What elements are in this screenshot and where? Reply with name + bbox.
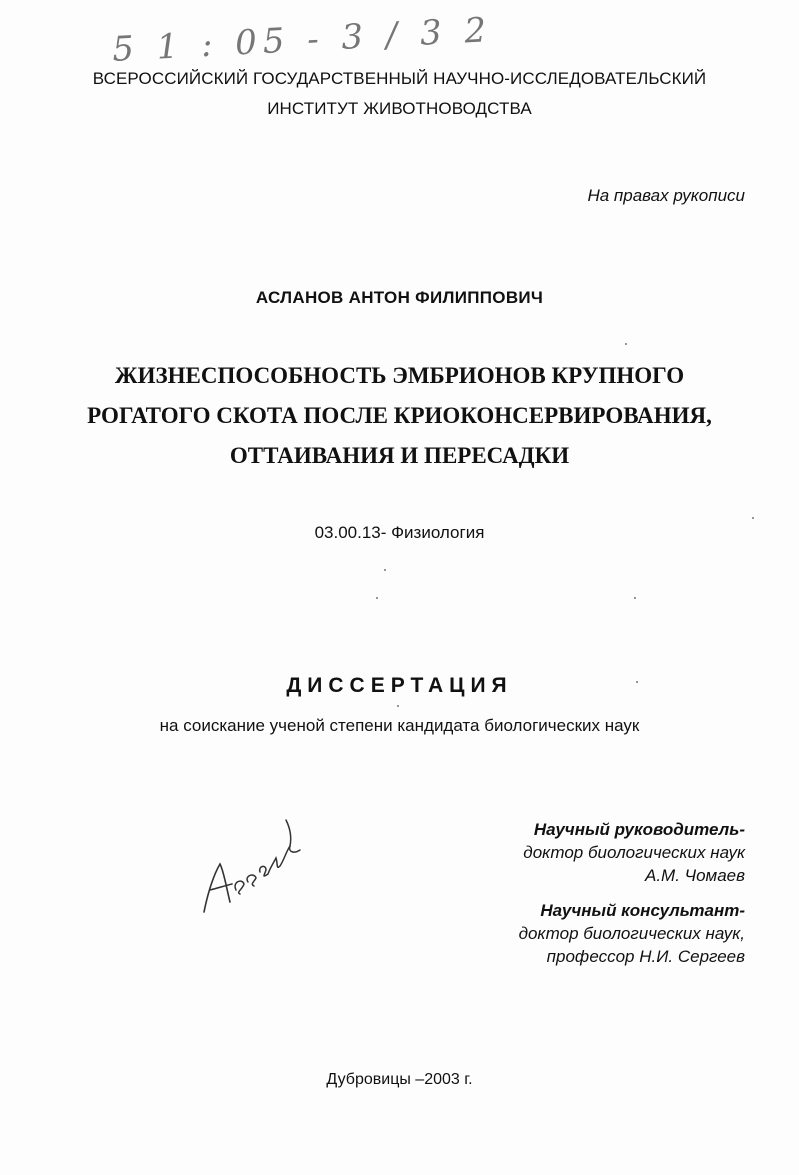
author-name: АСЛАНОВ АНТОН ФИЛИППОВИЧ [255,288,544,307]
dissertation-title [0,356,799,476]
supervisor-block [519,818,745,887]
supervisor-role: Научный руководитель- [533,820,745,839]
institute-line-2: ИНСТИТУТ ЖИВОТНОВОДСТВА [267,99,532,118]
advisors-block [519,818,745,968]
scan-speck [634,597,636,599]
consultant-name: профессор Н.И. Сергеев [546,947,745,966]
document-type: ДИССЕРТАЦИЯ [286,674,513,697]
scan-speck [625,343,627,345]
author-signature-icon [190,812,320,922]
institute-line-1: ВСЕРОССИЙСКИЙ ГОСУДАРСТВЕННЫЙ НАУЧНО-ИССЛЕДОВАТЕЛЬСКИЙ [92,69,707,88]
scan-speck [397,705,399,707]
scan-speck [384,569,386,571]
specialty-code: 03.00.13- Физиология [314,523,485,542]
place-and-year: Дубровицы –2003 г. [326,1071,473,1088]
handwritten-archive-stamp: 5 1 : 05 - 3 / 3 2 [111,10,494,70]
supervisor-name: А.М. Чомаев [644,866,745,885]
institute-header [0,64,799,124]
degree-sought: на соискание ученой степени кандидата биологических наук [159,716,640,735]
consultant-degree: доктор биологических наук, [518,924,745,943]
manuscript-rights-note: На правах рукописи [587,186,745,205]
scan-speck [376,597,378,599]
consultant-role: Научный консультант- [540,901,745,920]
title-line-3: ОТТАИВАНИЯ И ПЕРЕСАДКИ [229,443,570,468]
title-line-2: РОГАТОГО СКОТА ПОСЛЕ КРИОКОНСЕРВИРОВАНИЯ, [87,403,712,428]
scan-speck [636,681,638,683]
consultant-block [519,899,745,968]
title-line-1: ЖИЗНЕСПОСОБНОСТЬ ЭМБРИОНОВ КРУПНОГО [114,363,685,388]
scan-speck [752,517,754,519]
supervisor-degree: доктор биологических наук [523,843,745,862]
